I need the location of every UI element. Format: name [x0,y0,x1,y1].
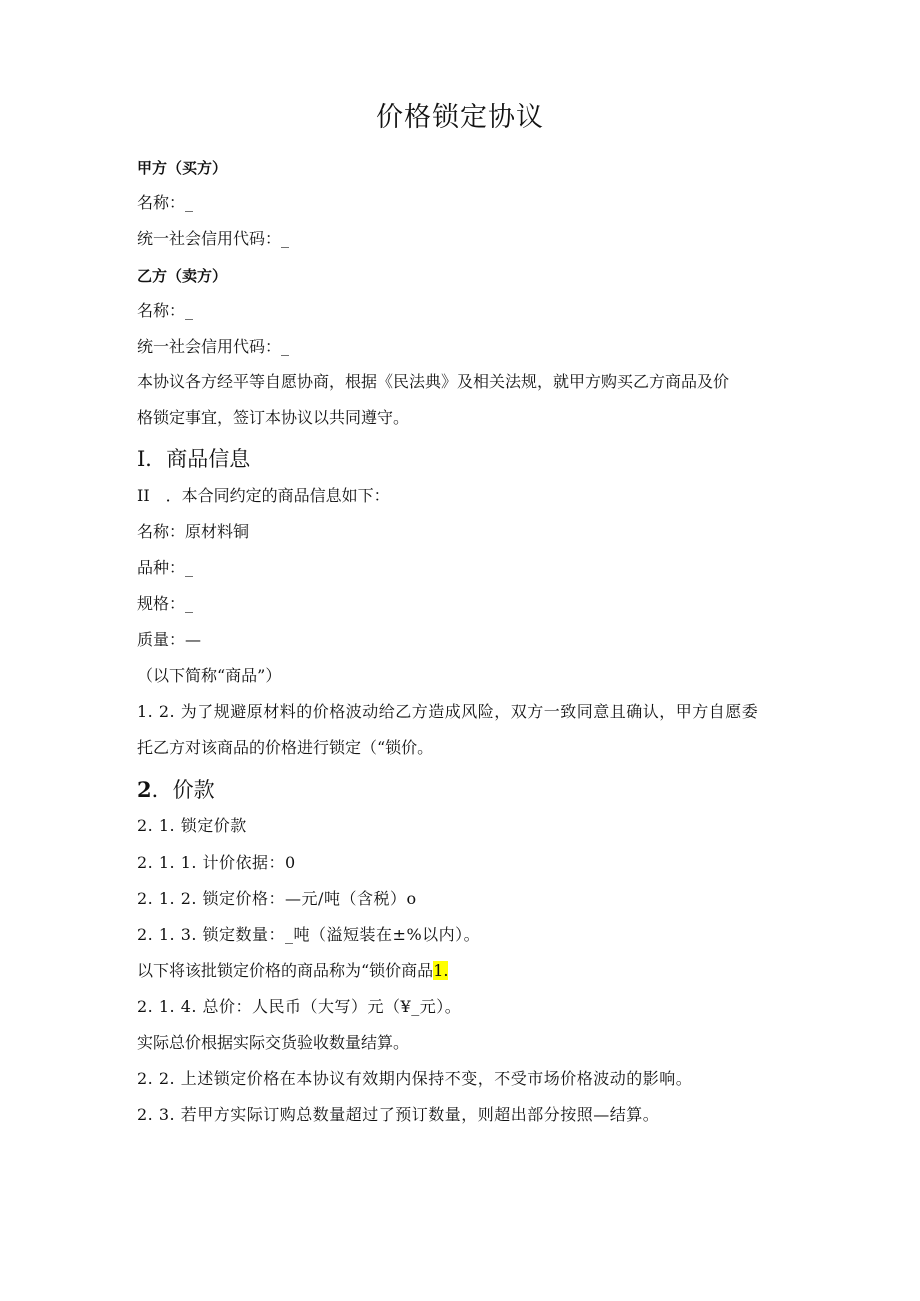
product-name: 名称：原材料铜 [137,522,250,541]
clause-2-3: 2. 3. 若甲方实际订购总数量超过了预订数量，则超出部分按照—结算。 [137,1105,660,1124]
clause-2-1-2: 2. 1. 2. 锁定价格：—元/吨（含税）o [137,889,417,908]
section-2-number: 2 [137,777,152,802]
clause-2-1-4: 2. 1. 4. 总价：人民币（大写）元（¥_元）。 [137,997,462,1016]
page-title: 价格锁定协议 [376,102,544,133]
party-b-name: 名称：_ [137,301,194,320]
locked-goods-text: 以下将该批锁定价格的商品称为“锁价商品 [137,961,434,980]
party-b-heading: 乙方（卖方） [137,267,228,285]
product-spec: 规格：_ [137,594,194,613]
section-2-heading [137,776,215,804]
clause-2-1-1: 2. 1. 1. 计价依据：0 [137,853,296,872]
product-abbreviation: （以下简称“商品”） [137,666,282,685]
clause-1-2-line-2: 托乙方对该商品的价格进行锁定（“锁价。 [137,738,434,757]
clause-2-2: 2. 2. 上述锁定价格在本协议有效期内保持不变，不受市场价格波动的影响。 [137,1069,693,1088]
settlement-note: 实际总价根据实际交货验收数量结算。 [137,1033,410,1052]
section-2-title: ．价款 [151,778,215,802]
product-quality: 质量：— [137,630,202,649]
clause-2-1: 2. 1. 锁定价款 [137,816,247,835]
preamble-line-2: 格锁定事宜，签订本协议以共同遵守。 [137,408,410,427]
party-a-name: 名称：_ [137,193,194,212]
clause-2-1-3: 2. 1. 3. 锁定数量：_吨（溢短装在±%以内）。 [137,925,481,944]
party-a-heading: 甲方（买方） [137,159,228,177]
locked-goods-highlight: 1. [433,961,449,980]
party-a-credit-code: 统一社会信用代码：_ [137,229,290,248]
product-variety: 品种：_ [137,558,194,577]
section-1-heading [137,445,250,473]
preamble-line-1: 本协议各方经平等自愿协商，根据《民法典》及相关法规，就甲方购买乙方商品及价 [137,372,730,391]
party-b-credit-code: 统一社会信用代码：_ [137,337,290,356]
locked-goods-definition [137,960,448,982]
clause-1-1: II ．本合同约定的商品信息如下： [137,486,390,505]
section-1-number: I [137,447,146,471]
clause-1-2-line-1: 1. 2. 为了规避原材料的价格波动给乙方造成风险，双方一致同意且确认，甲方自愿委 [137,702,759,721]
section-1-title: ．商品信息 [145,447,251,471]
